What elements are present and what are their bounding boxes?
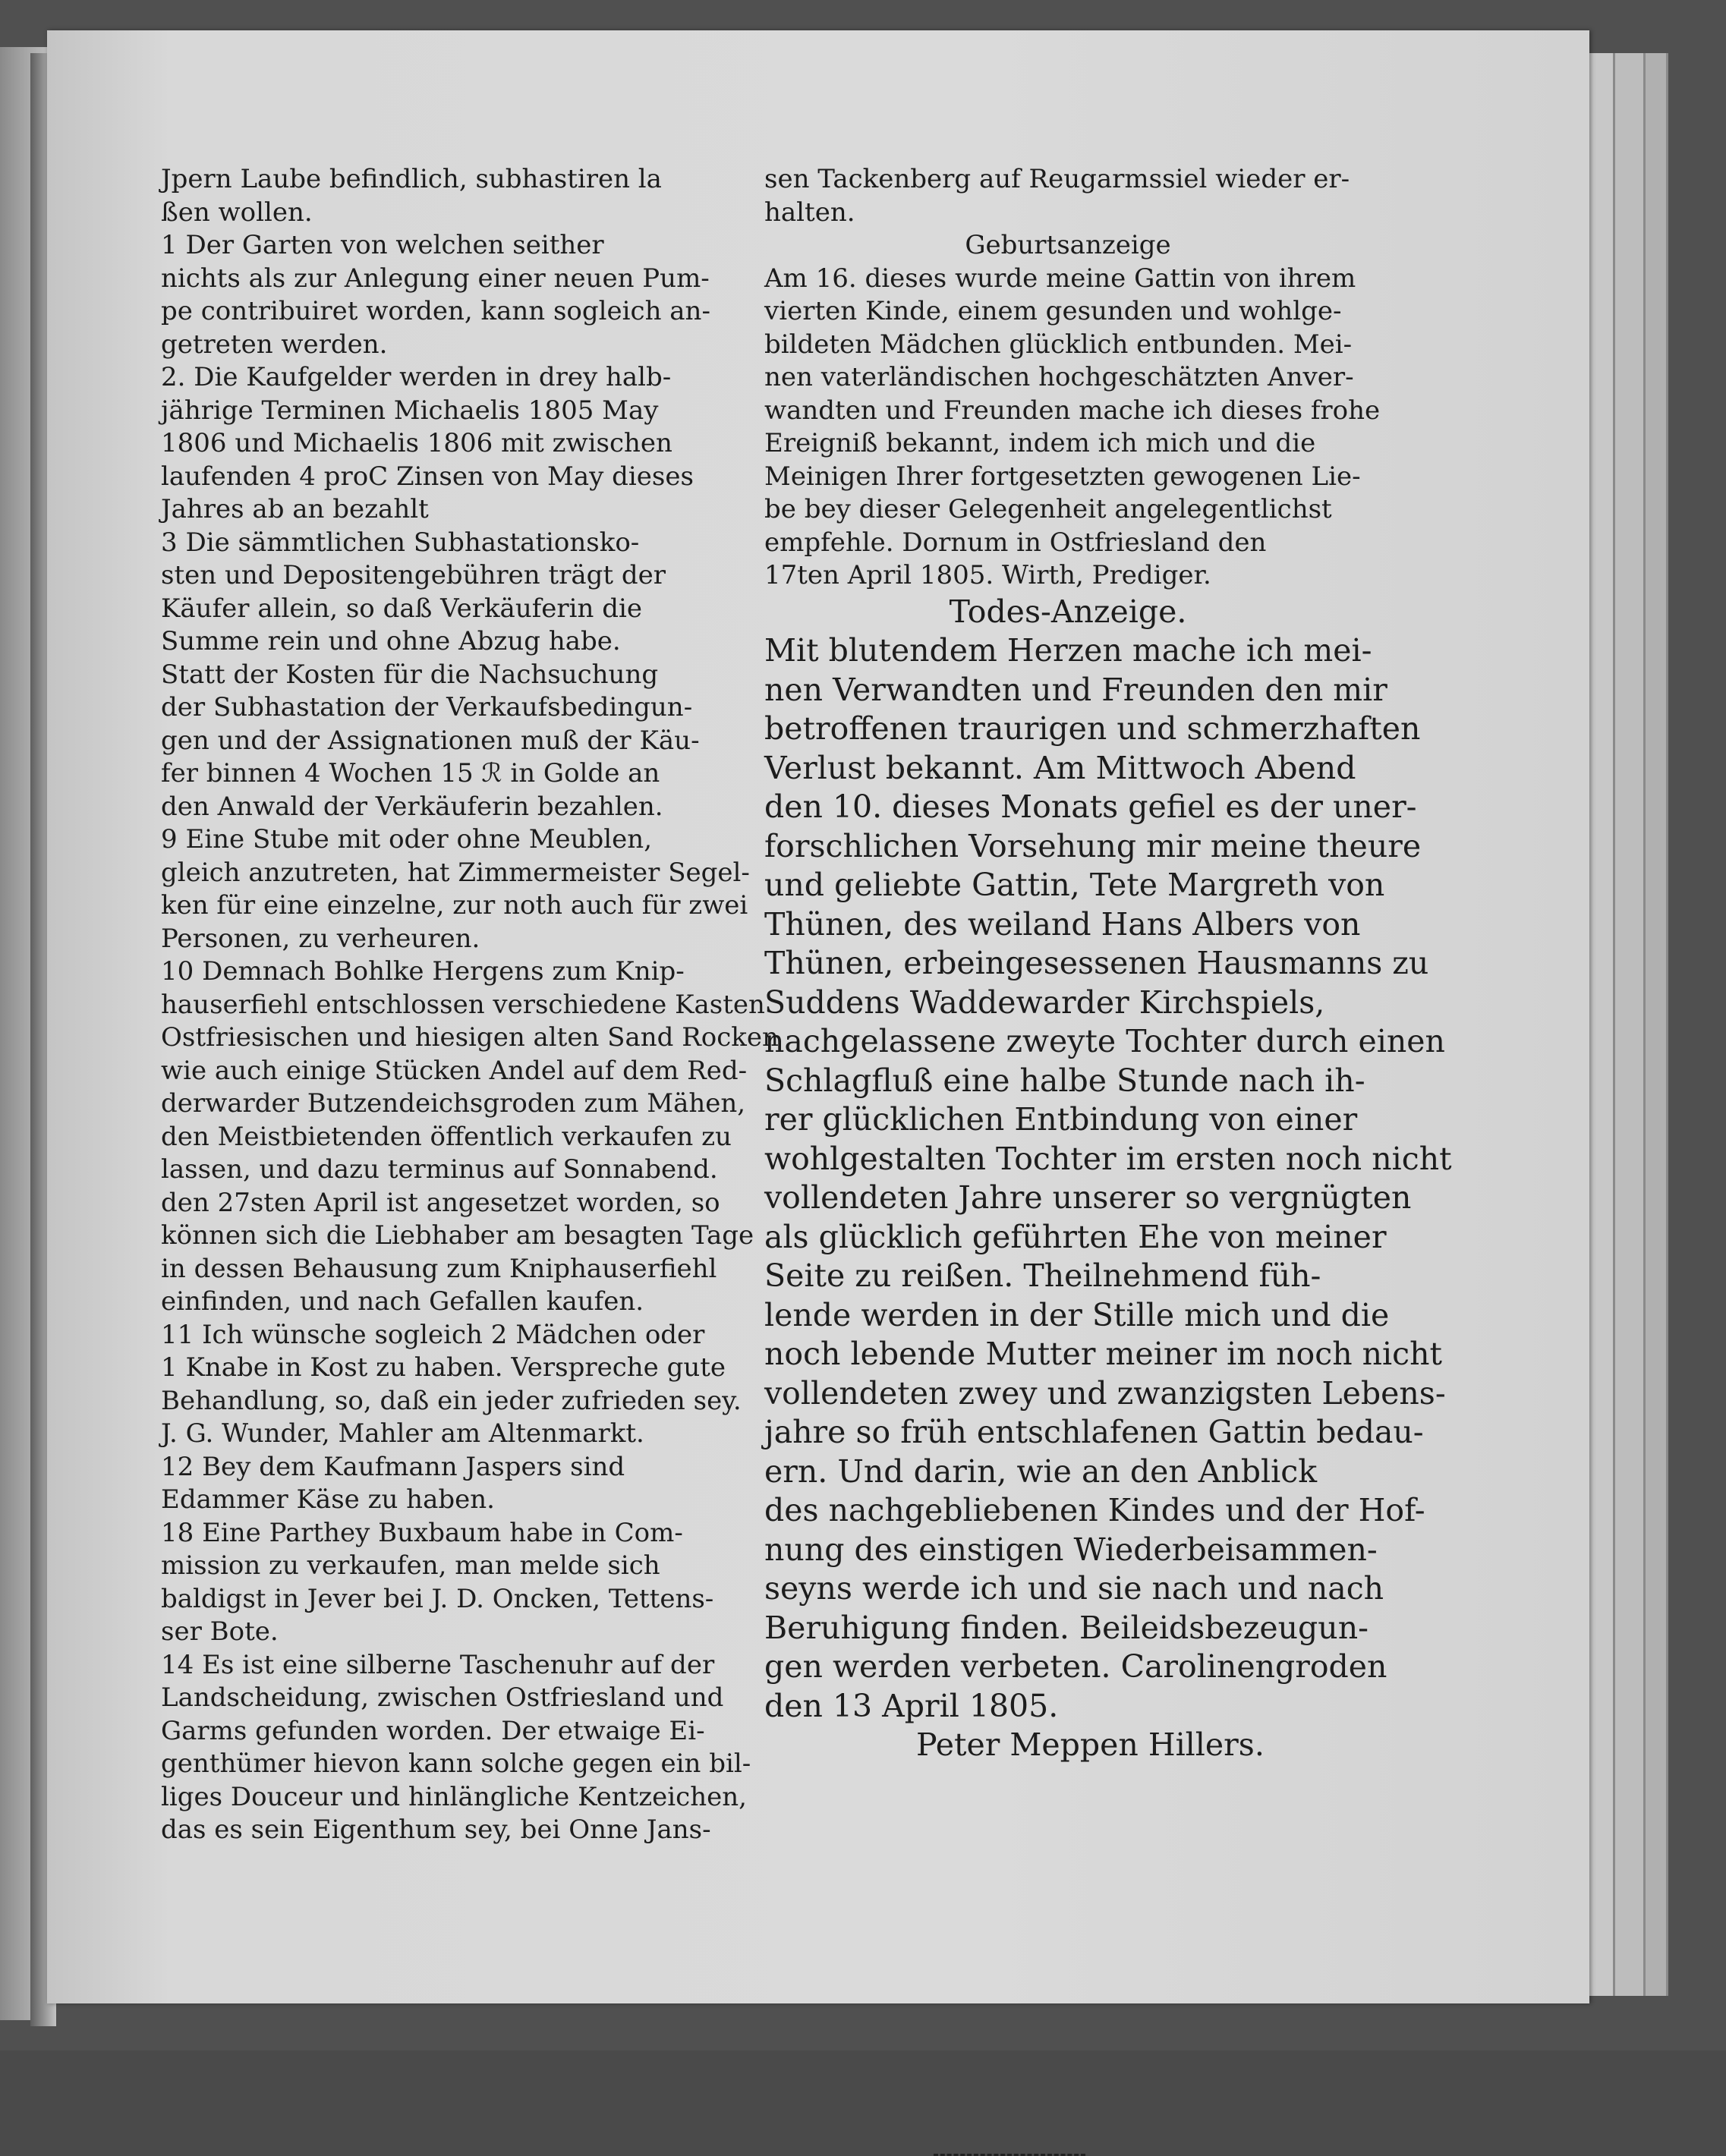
text-line: gleich anzutreten, hat Zimmermeister Segel- — [161, 857, 750, 888]
text-line: baldigst in Jever bei J. D. Oncken, Tettens- — [161, 1583, 714, 1614]
death-announcement-heading: Todes-Anzeige. — [949, 593, 1187, 630]
text-line: des nachgebliebenen Kindes und der Hof- — [764, 1492, 1425, 1528]
text-line: ern. Und darin, wie an den Anblick — [764, 1453, 1318, 1490]
text-line: nung des einstigen Wiederbeisammen- — [764, 1531, 1378, 1568]
text-line: der Subhastation der Verkaufsbedingun- — [161, 692, 693, 722]
text-line: lassen, und dazu terminus auf Sonnabend. — [161, 1154, 718, 1185]
text-line: 1 Der Garten von welchen seither — [161, 230, 604, 260]
signature: Peter Meppen Hillers. — [916, 1726, 1265, 1763]
text-line: halten. — [764, 197, 855, 228]
text-line: den 27sten April ist angesetzet worden, so — [161, 1187, 720, 1218]
text-line: pe contribuiret worden, kann sogleich an- — [161, 296, 710, 326]
text-line: Suddens Waddewarder Kirchspiels, — [764, 984, 1325, 1021]
text-line: jährige Terminen Michaelis 1805 May — [161, 395, 659, 426]
text-line: rer glücklichen Entbindung von einer — [764, 1101, 1358, 1138]
text-line: Edammer Käse zu haben. — [161, 1484, 495, 1515]
text-line: wohlgestalten Tochter im ersten noch nicht — [764, 1140, 1452, 1177]
text-line: 11 Ich wünsche sogleich 2 Mädchen oder — [161, 1319, 705, 1350]
text-line: 18 Eine Parthey Buxbaum habe in Com- — [161, 1517, 683, 1548]
text-line: den 10. dieses Monats gefiel es der uner- — [764, 788, 1417, 825]
text-line: Jahres ab an bezahlt — [161, 494, 429, 524]
text-line: den Anwald der Verkäuferin bezahlen. — [161, 791, 663, 822]
text-line: Personen, zu verheuren. — [161, 923, 480, 954]
text-line: das es sein Eigenthum sey, bei Onne Jans- — [161, 1815, 711, 1845]
text-line: sen Tackenberg auf Reugarmssiel wieder er- — [764, 164, 1350, 194]
text-line: als glücklich geführten Ehe von meiner — [764, 1218, 1387, 1255]
text-line: betroffenen traurigen und schmerzhaften — [764, 710, 1421, 747]
text-line: 2. Die Kaufgelder werden in drey halb- — [161, 362, 672, 392]
text-line: vollendeten Jahre unserer so vergnügten — [764, 1179, 1412, 1216]
text-line: 1 Knabe in Kost zu haben. Verspreche gute — [161, 1352, 726, 1383]
text-line: Garms gefunden worden. Der etwaige Ei- — [161, 1715, 705, 1746]
text-line: und geliebte Gattin, Tete Margreth von — [764, 867, 1385, 903]
text-line: gen und der Assignationen muß der Käu- — [161, 725, 700, 756]
text-line: Seite zu reißen. Theilnehmend füh- — [764, 1257, 1321, 1294]
text-line: 9 Eine Stube mit oder ohne Meublen, — [161, 824, 652, 855]
text-line: Thünen, erbeingesessenen Hausmanns zu — [764, 945, 1429, 981]
text-line: Schlagfluß eine halbe Stunde nach ih- — [764, 1062, 1365, 1099]
text-line: mission zu verkaufen, man melde sich — [161, 1550, 660, 1581]
text-line: nen vaterländischen hochgeschätzten Anver- — [764, 362, 1354, 392]
birth-announcement-heading: Geburtsanzeige — [965, 230, 1171, 260]
text-line: hauserfiehl entschlossen verschiedene Kasten — [161, 989, 765, 1020]
text-line: in dessen Behausung zum Kniphauserfiehl — [161, 1253, 717, 1284]
text-line: Ereigniß bekannt, indem ich mich und die — [764, 428, 1316, 458]
text-line: Meinigen Ihrer fortgesetzten gewogenen Lie- — [764, 461, 1361, 492]
text-line: Statt der Kosten für die Nachsuchung — [161, 659, 659, 690]
text-line: J. G. Wunder, Mahler am Altenmarkt. — [161, 1418, 644, 1449]
text-line: be bey dieser Gelegenheit angelegentlichst — [764, 494, 1332, 524]
text-line: 1806 und Michaelis 1806 mit zwischen — [161, 428, 672, 458]
left-column — [161, 163, 779, 1847]
text-line: bildeten Mädchen glücklich entbunden. Mei- — [764, 329, 1353, 360]
text-line: 17ten April 1805. Wirth, Prediger. — [764, 560, 1211, 590]
text-line: fer binnen 4 Wochen 15 ℛ in Golde an — [161, 758, 660, 788]
text-line: Mit blutendem Herzen mache ich mei- — [764, 632, 1372, 669]
text-line: vierten Kinde, einem gesunden und wohlge- — [764, 296, 1342, 326]
text-line: lende werden in der Stille mich und die — [764, 1296, 1390, 1333]
text-line: seyns werde ich und sie nach und nach — [764, 1570, 1384, 1607]
text-line: wie auch einige Stücken Andel auf dem Red- — [161, 1055, 748, 1086]
text-line: den Meistbietenden öffentlich verkaufen zu — [161, 1121, 732, 1152]
text-line: sten und Depositengebühren trägt der — [161, 560, 666, 590]
text-line: nichts als zur Anlegung einer neuen Pum- — [161, 263, 710, 294]
right-column — [764, 163, 1452, 1765]
text-line: liges Douceur und hinlängliche Kentzeichen, — [161, 1781, 747, 1812]
text-line: Verlust bekannt. Am Mittwoch Abend — [764, 749, 1356, 786]
text-line: genthümer hievon kann solche gegen ein bil- — [161, 1748, 751, 1779]
text-line: wandten und Freunden mache ich dieses frohe — [764, 395, 1381, 426]
text-line: vollendeten zwey und zwanzigsten Lebens- — [764, 1374, 1446, 1412]
text-line: ßen wollen. — [161, 197, 313, 228]
text-line: gen werden verbeten. Carolinengroden — [764, 1648, 1387, 1685]
text-line: getreten werden. — [161, 329, 388, 360]
text-line: den 13 April 1805. — [764, 1687, 1059, 1724]
text-line: Landscheidung, zwischen Ostfriesland und — [161, 1682, 724, 1713]
newspaper-page — [47, 30, 1589, 2003]
text-line: empfehle. Dornum in Ostfriesland den — [764, 527, 1267, 558]
text-line: jahre so früh entschlafenen Gattin bedau- — [764, 1414, 1424, 1450]
text-line: ser Bote. — [161, 1616, 279, 1647]
text-line: laufenden 4 proC Zinsen von May dieses — [161, 461, 694, 492]
text-line: Summe rein und ohne Abzug habe. — [161, 626, 621, 656]
text-line: ken für eine einzelne, zur noth auch für zwei — [161, 890, 748, 921]
death-announcement — [764, 593, 1452, 1765]
text-line: Am 16. dieses wurde meine Gattin von ihrem — [764, 263, 1356, 294]
text-line: noch lebende Mutter meiner im noch nicht — [764, 1336, 1442, 1372]
text-line: Behandlung, so, daß ein jeder zufrieden sey. — [161, 1385, 742, 1416]
text-line: Jpern Laube befindlich, subhastiren la — [161, 164, 662, 194]
text-line: können sich die Liebhaber am besagten Tage — [161, 1220, 754, 1251]
text-line: 14 Es ist eine silberne Taschenuhr auf der — [161, 1649, 715, 1680]
text-line: Beruhigung finden. Beileidsbezeugun- — [764, 1609, 1369, 1646]
death-announcement-text — [764, 631, 1452, 1726]
text-line: einfinden, und nach Gefallen kaufen. — [161, 1286, 644, 1317]
text-line: Ostfriesischen und hiesigen alten Sand Rocken — [161, 1022, 779, 1053]
text-line: Thünen, des weiland Hans Albers von — [764, 905, 1361, 943]
text-line: 3 Die sämmtlichen Subhastationsko- — [161, 527, 640, 558]
text-line: nen Verwandten und Freunden den mir — [764, 671, 1387, 708]
text-line: nachgelassene zweyte Tochter durch einen — [764, 1023, 1445, 1059]
text-line: derwarder Butzendeichsgroden zum Mähen, — [161, 1088, 746, 1119]
text-line: forschlichen Vorsehung mir meine theure — [764, 827, 1422, 864]
birth-announcement-text — [764, 263, 1381, 593]
text-line: 10 Demnach Bohlke Hergens zum Knip- — [161, 956, 685, 987]
text-line: 12 Bey dem Kaufmann Jaspers sind — [161, 1451, 625, 1482]
text-line: Käufer allein, so daß Verkäuferin die — [161, 593, 643, 624]
continued-notice — [764, 163, 1372, 229]
